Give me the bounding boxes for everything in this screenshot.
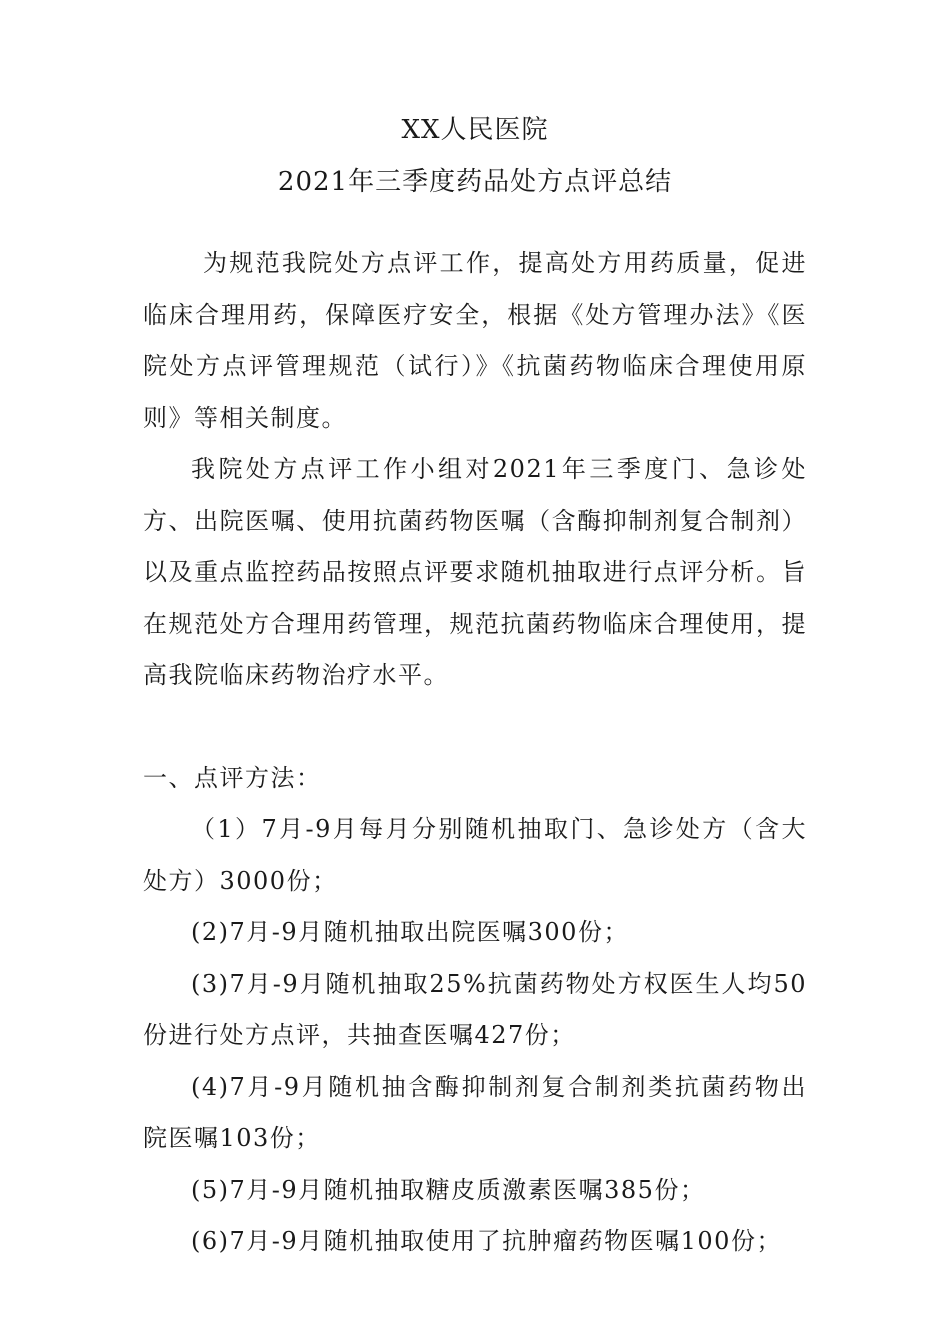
intro-paragraph-1: 为规范我院处方点评工作，提高处方用药质量，促进临床合理用药，保障医疗安全，根据《处方管理办法》《医院处方点评管理规范（试行）》《抗菌药物临床合理使用原则》等相关制度。	[143, 249, 807, 432]
section-heading-review-method: 一、点评方法：	[143, 763, 322, 792]
intro-paragraph-2: 我院处方点评工作小组对2021年三季度门、急诊处方、出院医嘱、使用抗菌药物医嘱（含酶抑制剂复合制剂）以及重点监控药品按照点评要求随机抽取进行点评分析。旨在规范处方合理用药管理，规范抗菌药物临床合理使用，提高我院临床药物治疗水平。	[143, 455, 807, 689]
method-item-6: (6)7月-9月随机抽取使用了抗肿瘤药物医嘱100份；	[191, 1227, 782, 1255]
method-item-2: (2)7月-9月随机抽取出院医嘱300份；	[191, 918, 629, 946]
method-item-3: (3)7月-9月随机抽取25%抗菌药物处方权医生人均50份进行处方点评，共抽查医嘱427份；	[143, 969, 807, 1049]
document-body	[143, 238, 807, 1268]
method-item-1: （1）7月-9月每月分别随机抽取门、急诊处方（含大处方）3000份；	[143, 815, 807, 895]
method-item-4: (4)7月-9月随机抽含酶抑制剂复合制剂类抗菌药物出院医嘱103份；	[143, 1072, 807, 1152]
document-title-hospital: XX人民医院	[401, 115, 549, 145]
document-title-summary: 2021年三季度药品处方点评总结	[277, 167, 673, 197]
method-item-5: (5)7月-9月随机抽取糖皮质激素医嘱385份；	[191, 1175, 706, 1204]
